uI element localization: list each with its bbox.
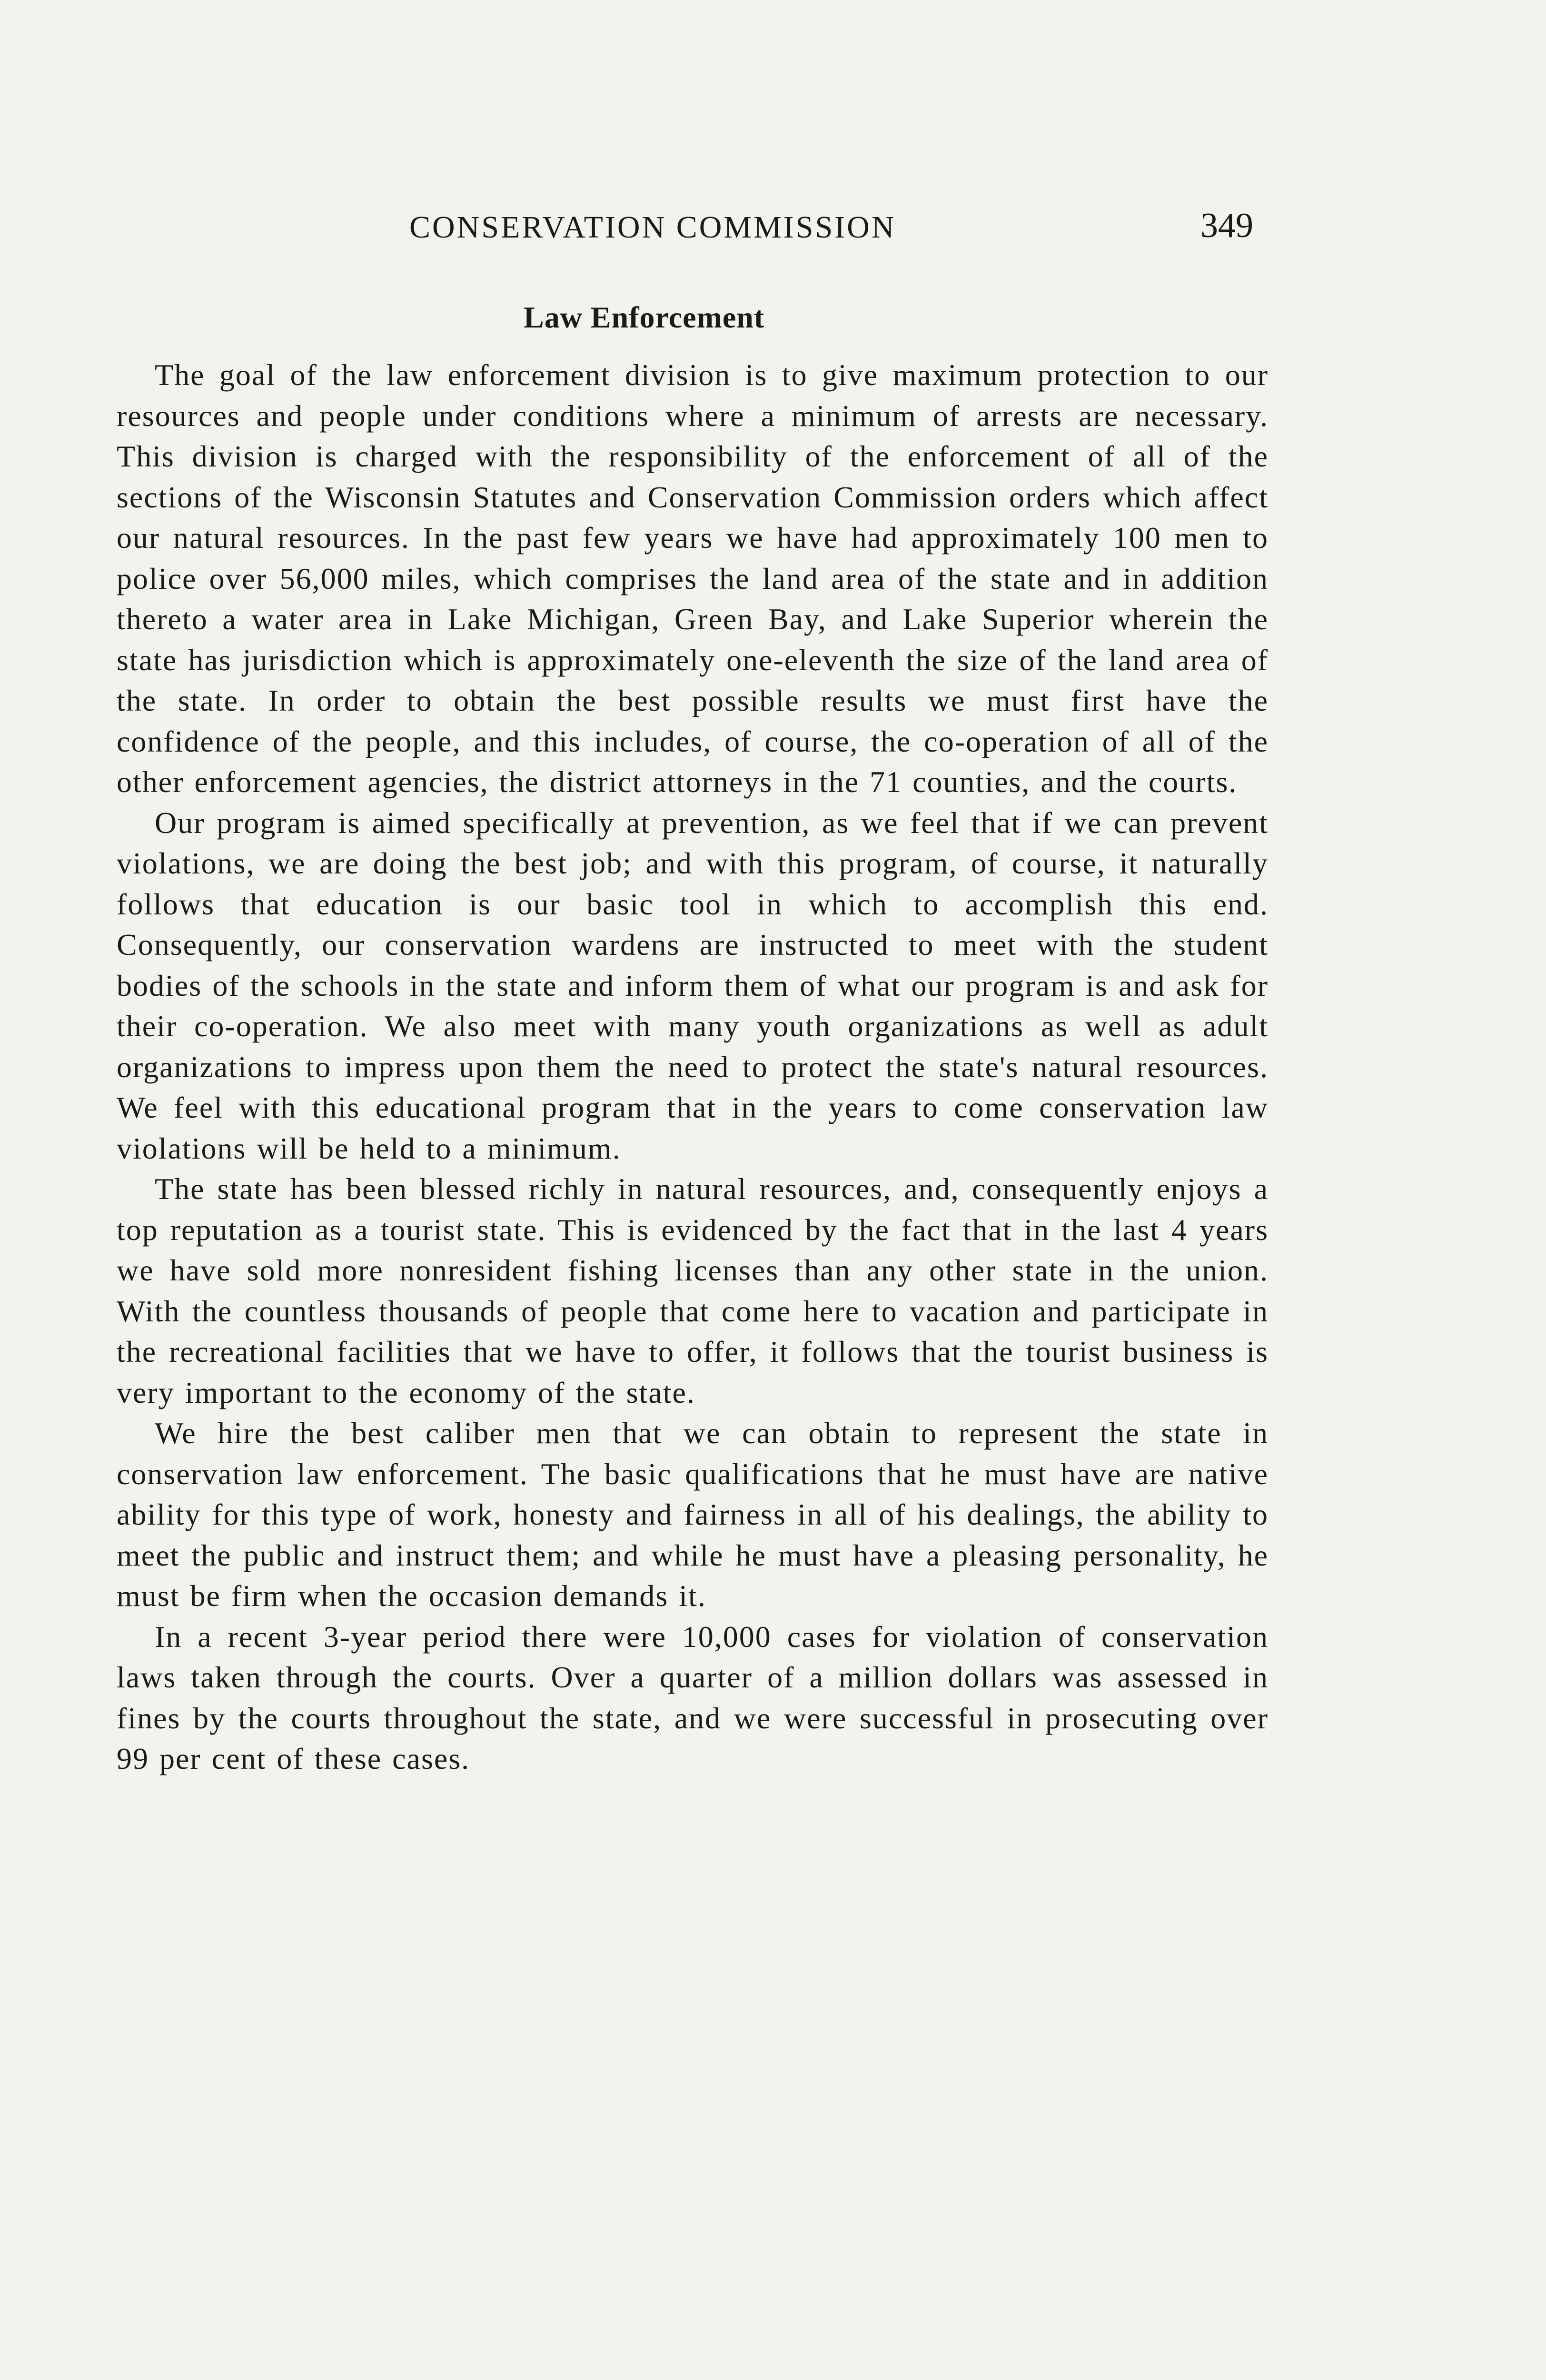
- paragraph-2: Our program is aimed specifically at prevention, as we feel that if we can prevent violations, we are doing the best job; and with this program, of course, it naturally follows that education is our basic tool in which to accomplish this end. Consequently, our conservation wardens are instructed to meet with the student bodies of the schools in the state and inform them of what our program is and ask for their co-operation. We also meet with many youth organizations as well as adult organizations to impress upon them the need to protect the state's natural resources. We feel with this educational program that in the years to come conservation law violations will be held to a minimum.: [117, 805, 1269, 1165]
- body-text: [117, 355, 1269, 1779]
- paragraph-4: We hire the best caliber men that we can obtain to represent the state in conservation law enforcement. The basic qualifications that he must have are native ability for this type of work, honesty and fairness in all of his dealings, the ability to meet the public and instruct them; and while he must have a pleasing personality, he must be firm when the occasion demands it.: [117, 1416, 1269, 1613]
- section-title: Law Enforcement: [524, 300, 765, 334]
- paragraph-5: In a recent 3-year period there were 10,000 cases for violation of conservation laws taken through the courts. Over a quarter of a million dollars was assessed in fines by the courts throughout the state, and we were successful in prosecuting over 99 per cent of these cases.: [117, 1619, 1269, 1775]
- page-number: 349: [1200, 206, 1253, 245]
- running-head: CONSERVATION COMMISSION: [409, 210, 896, 245]
- paragraph-1: The goal of the law enforcement division is to give maximum protection to our resources and people under conditions where a minimum of arrests are necessary. This division is charged with the responsibility of the enforcement of all of the sections of the Wisconsin Statutes and Conservation Commission orders which affect our natural resources. In the past few years we have had approximately 100 men to police over 56,000 miles, which comprises the land area of the state and in addition thereto a water area in Lake Michigan, Green Bay, and Lake Superior wherein the state has jurisdiction which is approximately one-eleventh the size of the land area of the state. In order to obtain the best possible results we must first have the confidence of the people, and this includes, of course, the co-operation of all of the other enforcement agencies, the district attorneys in the 71 counties, and the courts.: [117, 358, 1269, 799]
- paragraph-3: The state has been blessed richly in natural resources, and, consequently enjoys a top reputation as a tourist state. This is evidenced by the fact that in the last 4 years we have sold more nonresident fishing licenses than any other state in the union. With the countless thousands of people that come here to vacation and participate in the recreational facilities that we have to offer, it follows that the tourist business is very important to the economy of the state.: [117, 1172, 1269, 1409]
